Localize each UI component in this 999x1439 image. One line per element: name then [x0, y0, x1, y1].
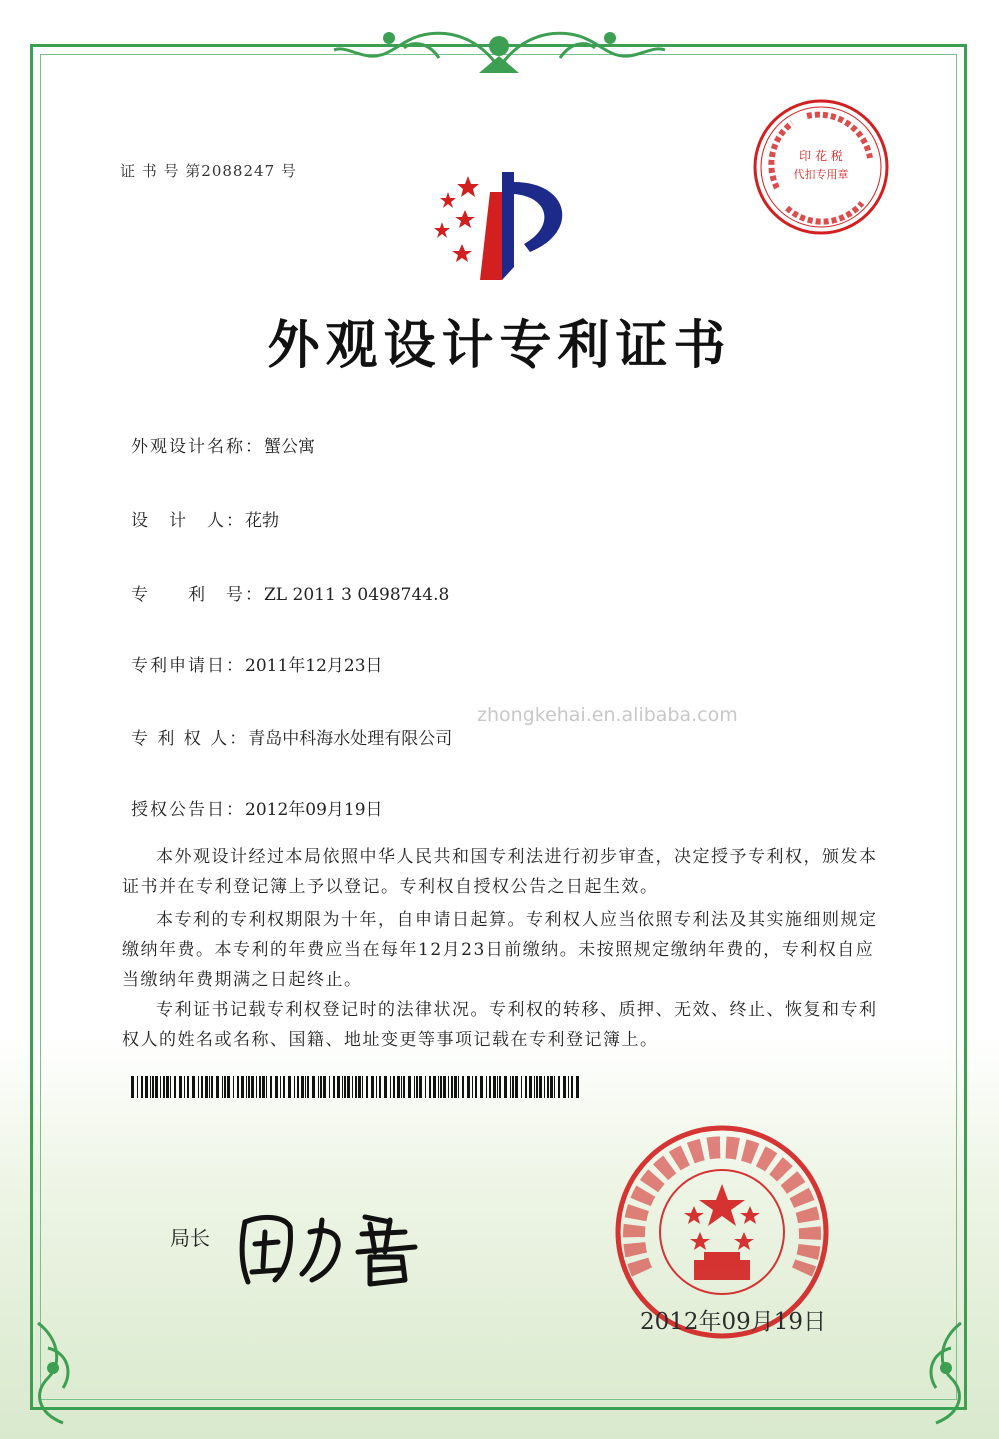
- field-label: 授权公告日：: [131, 800, 245, 820]
- field-grant-date: [131, 795, 383, 820]
- field-value: 2012年09月19日: [245, 800, 383, 820]
- corner-ornament-left-icon: [18, 1318, 88, 1428]
- field-design-name: [131, 432, 315, 457]
- field-label: 专 利 号：: [131, 585, 264, 605]
- field-value: 蟹公寓: [264, 437, 315, 457]
- paragraph-grant-statement: 本外观设计经过本局依照中华人民共和国专利法进行初步审查，决定授予专利权，颁发本证书并在专利登记簿上予以登记。专利权自授权公告之日起生效。: [122, 847, 878, 897]
- field-value: 青岛中科海水处理有限公司: [248, 729, 453, 749]
- field-application-date: [131, 651, 383, 676]
- field-value: 2011年12月23日: [245, 656, 383, 676]
- director-label: 局长: [170, 1226, 210, 1250]
- field-designer: [131, 506, 279, 531]
- watermark-text: zhongkehai.en.alibaba.com: [477, 704, 738, 726]
- director-signature-icon: [230, 1192, 435, 1292]
- patent-office-emblem-icon: [420, 162, 585, 282]
- barcode: [131, 1076, 581, 1098]
- issue-date: 2012年09月19日: [640, 1309, 827, 1335]
- field-value: 花勃: [245, 511, 279, 531]
- paragraph-legal-status: 专利证书记载专利权登记时的法律状况。专利权的转移、质押、无效、终止、恢复和专利权人的姓名或名称、国籍、地址变更等事项记载在专利登记簿上。: [122, 1000, 878, 1050]
- field-label: 专 利 权 人：: [131, 729, 249, 749]
- field-patent-number: [131, 580, 449, 605]
- field-value: ZL 2011 3 0498744.8: [264, 585, 450, 605]
- field-label: 外观设计名称：: [131, 437, 264, 457]
- field-label: 专利申请日：: [131, 656, 245, 676]
- svg-text:代扣专用章: 代扣专用章: [793, 168, 849, 181]
- top-ornament-icon: [329, 18, 670, 78]
- field-label: 设 计 人：: [131, 511, 245, 531]
- svg-text:印 花 税: 印 花 税: [799, 149, 843, 163]
- field-patentee: [131, 724, 452, 749]
- certificate-title: 外观设计专利证书: [267, 316, 732, 376]
- certificate-number: 证 书 号 第2088247 号: [120, 162, 297, 180]
- tax-stamp-seal-icon: [752, 98, 890, 236]
- paragraph-term-statement: 本专利的专利权期限为十年，自申请日起算。专利权人应当依照专利法及其实施细则规定缴纳年费。本专利的年费应当在每年12月23日前缴纳。未按照规定缴纳年费的，专利权自应当缴纳年费期满之日起终止。: [122, 910, 878, 990]
- corner-ornament-right-icon: [911, 1318, 981, 1428]
